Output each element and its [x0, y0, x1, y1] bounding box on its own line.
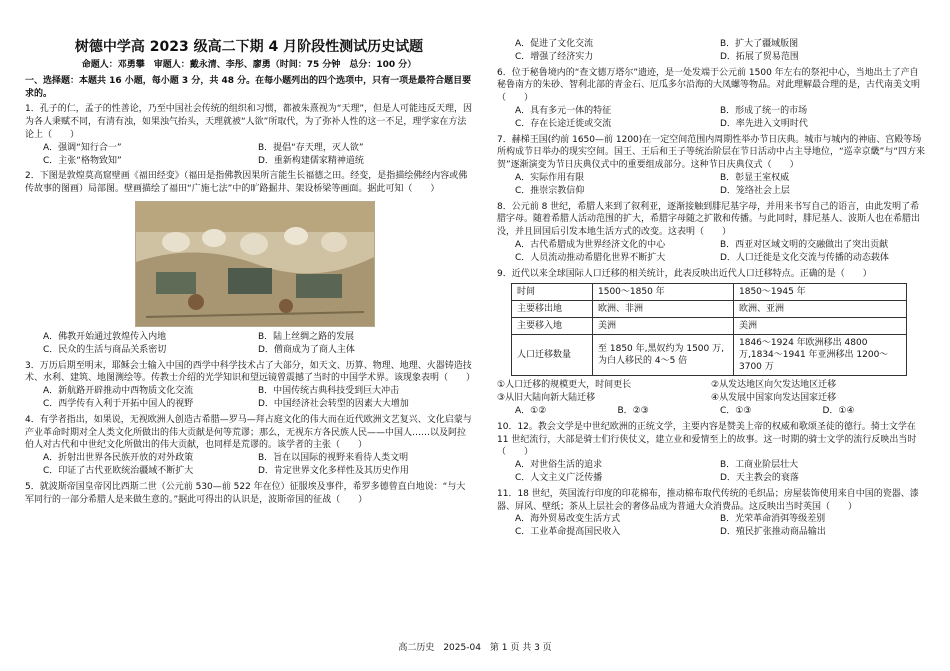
option-a: A．具有多元一体的特征	[515, 105, 612, 116]
table-cell: 欧洲、非洲	[593, 301, 734, 318]
option-c: C．人文主义广泛传播	[515, 472, 603, 483]
table-row	[512, 301, 907, 318]
option-b: B．扩大了疆域版图	[720, 39, 799, 49]
option-b: B．工商业阶层壮大	[720, 460, 799, 471]
option-d: D．重新构建儒家精神道统	[258, 155, 364, 166]
question-5-options	[497, 38, 925, 64]
statement-4: ④从发展中国家向发达国家迁移	[711, 393, 837, 404]
option-c: C．人员流动推动希腊化世界不断扩大	[515, 252, 666, 263]
question-stem: 6．位于秘鲁境内的“查文德万塔尔”遗迹，是一处发端于公元前 1500 年左右的祭祀中心，当地出土了产自秘鲁南方的朱砂、智利北部的青金石、厄瓜多尔沿海的大凤螺等物品。对此理解最合理的是，古代南美文明（ ）	[497, 67, 921, 104]
option-a: A．佛教开始通过敦煌传入内地	[43, 331, 167, 342]
table-row	[512, 284, 907, 301]
option-d: D．人口迁徙是文化交流与传播的动态载体	[720, 252, 889, 263]
option-c: C．工业革命提高国民收入	[515, 527, 621, 538]
option-a: A．对世俗生活的追求	[515, 460, 603, 471]
option-b: B．西亚对区域文明的交融做出了突出贡献	[720, 239, 889, 250]
option-a: A．古代希腊成为世界经济文化的中心	[515, 239, 666, 250]
table-cell: 至 1850 年,黑奴约为 1500 万,为白人移民的 4～5 倍	[593, 335, 734, 376]
exam-meta: 命题人：邓勇攀 审题人：戴永清、李彤、廖勇（时间：75 分钟 总分：100 分）	[81, 60, 417, 70]
exam-title: 树德中学高 2023 级高二下期 4 月阶段性测试历史试题	[74, 39, 424, 55]
table-row	[512, 335, 907, 376]
migration-table	[511, 283, 907, 376]
question-stem: 9．近代以来全球国际人口迁移的相关统计，此表反映出近代人口迁移特点。正确的是（ ）	[497, 268, 872, 279]
question-stem: 8．公元前 8 世纪，希腊人来到了叙利亚，逐渐接触到腓尼基字母，并用来书写自己的语言，由此发明了希腊字母。随着希腊人活动范围的扩大，希腊字母随之扩散和传播。与此同时，腓尼基人、波斯人也在希腊出没，并且回国后引发本地生活方式的改变。这表明（ ）	[497, 201, 921, 238]
table-cell: 主要移出地	[512, 301, 593, 318]
question-8	[497, 201, 925, 265]
option-c: C．增强了经济实力	[515, 51, 594, 62]
question-stem: 2．下图是敦煌莫高窟壁画《福田经变》（福田是指佛教因果所言能生长福德之田。经变，是指描绘佛经内容或佛传故事的图画）局部图。壁画描绘了福田“广施七法”中的旷路掘井、架设桥梁等画面。据此可知（ ）	[25, 171, 468, 195]
statement-2: ②从发达地区向欠发达地区迁移	[711, 380, 837, 391]
option-d: D．①④	[822, 405, 855, 416]
question-1	[25, 103, 473, 167]
question-stem: 11．18 世纪，英国流行印度的印花棉布，推动棉布取代传统的毛织品；房屋装饰使用来自中国的瓷器、漆器、屏风、壁纸；茶从上层社会的奢侈品成为普通大众消费品。这反映出当时英国（ ）	[497, 488, 919, 512]
option-c: C．推崇宗教信仰	[515, 185, 585, 196]
question-6	[497, 67, 925, 131]
question-7	[497, 134, 925, 198]
option-d: D．笼络社会上层	[720, 185, 790, 196]
option-c: C．①③	[720, 405, 752, 416]
mural-image	[135, 201, 375, 327]
option-b: B．形成了统一的市场	[720, 105, 808, 116]
left-column	[25, 0, 476, 506]
table-cell: 美洲	[734, 318, 907, 335]
question-stem: 10．12。教会文学是中世纪欧洲的正统文学，主要内容是赞美上帝的权威和歌颂圣徒的德行。骑士文学在 11 世纪流行，大部是骑士们行侠仗义，建立业和爱情至上的故事。这一时期的骑士文学的流行反映出当时（ ）	[497, 421, 917, 458]
option-b: B．旨在以国际的视野来看待人类文明	[258, 453, 409, 464]
table-cell: 1850～1945 年	[734, 284, 907, 301]
option-d: D．殖民扩张推动商品输出	[720, 527, 826, 538]
table-row	[512, 318, 907, 335]
option-b: B．光荣革命消弭等级差别	[720, 514, 826, 525]
question-11	[497, 488, 925, 539]
question-stem: 1．孔子的仁，孟子的性善论，乃至中国社会传统的组织和习惯，都被朱熹视为“天理”，但是人可能违反天理，因为各人秉赋不同，有清有浊，如果浊气抬头，天理就被“人欲”所取代，为了弥补人性的这一不足，理学家在方法论上（ ）	[25, 104, 473, 140]
option-d: D．率先进入文明时代	[720, 118, 808, 129]
option-a: A．①②	[515, 405, 547, 416]
table-cell: 1846～1924 年欧洲移出 4800 万,1834～1941 年亚洲移出 1200～3700 万	[734, 335, 907, 376]
question-stem: 5．就波斯帝国皇帝冈比西斯二世（公元前 530—前 522 年在位）征服埃及事件，希罗多德曾直白地说：“与大军同行的一部分希腊人是来做生意的。”据此可得出的认识是，波斯帝国的征战（ ）	[25, 481, 466, 505]
option-b: B．中国传统古典科技受到巨大冲击	[258, 386, 400, 397]
option-a: A．新航路开辟推动中西物质文化交流	[43, 386, 194, 397]
question-3	[25, 360, 476, 411]
statement-3: ③从旧大陆向新大陆迁移	[497, 393, 596, 404]
question-5	[25, 481, 473, 507]
option-c: C．民众的生活与商品关系密切	[43, 344, 167, 355]
question-stem: 3．万历后期至明末，耶稣会士输入中国的西学中科学技术占了大部分，如天文、历算、物理、地理、火器铸造技术、水利、建筑、地图测绘等。传教士介绍的光学知识和望远镜曾震撼了当时的中国学术界。该现象表明（ ）	[25, 360, 476, 384]
right-column	[497, 0, 925, 539]
option-d: D．天主教会的衰落	[720, 472, 799, 483]
question-10	[497, 421, 925, 485]
question-stem: 7．赫梯王国(约前 1650—前 1200)在一定空间范围内周期性举办节日庆典。城市与城内的神庙、宫殿等场所构成节日举办的现实空间。国王、王后和王子等统治阶层在节日活动中占主导地位，“巡幸京畿”与“四方来贺”逐渐演变为节日庆典仪式中的重要组成部分。这种节日庆典仪式（ ）	[497, 134, 925, 171]
option-a: A．海外贸易改变生活方式	[515, 514, 621, 525]
table-cell: 欧洲、亚洲	[734, 301, 907, 318]
option-d: D．拓展了贸易范围	[720, 51, 799, 62]
option-b: B．提倡“存天理，灭人欲”	[258, 142, 364, 153]
page-footer: 高二历史 2025-04 第 1 页 共 3 页	[398, 643, 552, 653]
table-cell: 主要移入地	[512, 318, 593, 335]
option-d: D．中国经济社会转型的因素大大增加	[258, 398, 409, 409]
option-b: B．彰显王室权威	[720, 172, 790, 183]
option-d: D．僧商成为了商人主体	[258, 344, 355, 355]
question-9	[497, 268, 925, 418]
option-c: C．主张“格物致知”	[43, 155, 122, 166]
question-stem: 4．有学者指出，如果说，无视欧洲人创造古希腊—罗马—拜占庭文化的伟大而在近代欧洲文艺复兴、文化启蒙与产业革命时期对全人类文化所做出的伟大贡献是何等荒谬；那么，无视东方各民族人民——中国人……以及阿拉伯人对古代和中世纪文化所做出的伟大贡献，也同样是荒谬的。该学者的主张（ ）	[25, 414, 472, 451]
table-cell: 1500～1850 年	[593, 284, 734, 301]
option-a: A．折射出世界各民族开放的对外政策	[43, 453, 194, 464]
option-a: A．促进了文化交流	[515, 39, 594, 49]
statement-1: ①人口迁移的规模更大，时间更长	[497, 380, 632, 391]
option-a: A．实际作用有限	[515, 172, 585, 183]
question-4	[25, 414, 473, 478]
section-heading: 一、选择题：本题共 16 小题，每小题 3 分，共 48 分。在每小题列出的四个选项中，只有一项是最符合题目要求的。	[25, 75, 472, 99]
option-c: C．西学传有入利于开拓中国人的视野	[43, 398, 194, 409]
table-cell: 时间	[512, 284, 593, 301]
option-c: C．存在长途迁徙或交流	[515, 118, 612, 129]
option-c: C．印证了古代亚欧统治疆域不断扩大	[43, 465, 194, 476]
table-cell: 美洲	[593, 318, 734, 335]
table-cell: 人口迁移数量	[512, 335, 593, 376]
question-2	[25, 170, 473, 356]
option-b: B．陆上丝绸之路的发展	[258, 331, 355, 342]
option-a: A．强调“知行合一”	[43, 142, 122, 153]
option-b: B．②③	[617, 405, 649, 416]
option-d: D．肯定世界文化多样性及其历史作用	[258, 465, 409, 476]
